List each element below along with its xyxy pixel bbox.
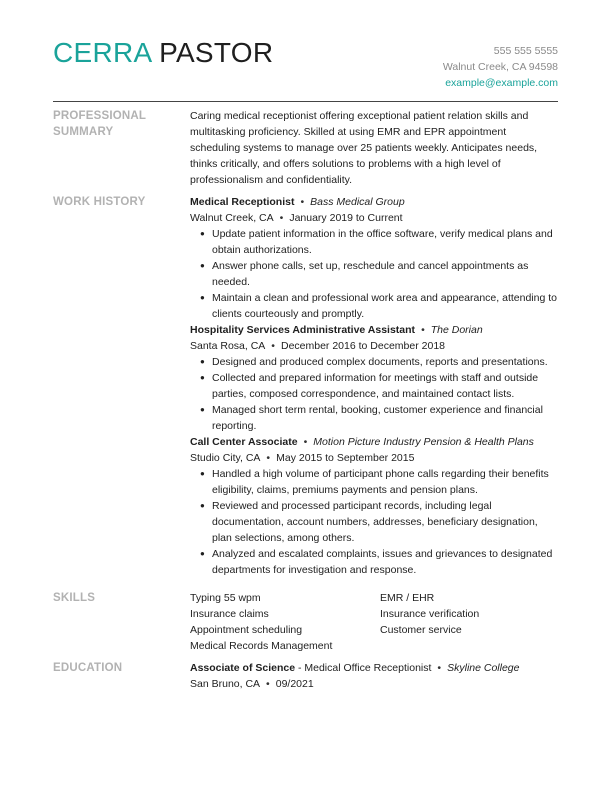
section-title-summary: PROFESSIONAL SUMMARY [53, 110, 146, 138]
bullet-item: ● Maintain a clean and professional work area and appearance, attending to clients courteously and promptly. [212, 290, 558, 322]
phone: 555 555 5555 [493, 45, 558, 57]
education-meta [190, 676, 558, 692]
header-divider [53, 101, 558, 102]
job-location: Santa Rosa, CA [190, 340, 266, 352]
job-meta [190, 210, 558, 226]
job-bullets [190, 354, 558, 434]
bullet-item: ● Analyzed and escalated complaints, issues and grievances to designated departments for investigation and response. [212, 546, 558, 578]
skill-item: Medical Records Management [190, 640, 333, 652]
section-title-skills: SKILLS [53, 592, 96, 604]
job-entry [190, 322, 558, 434]
degree: Associate of Science [190, 662, 296, 674]
bullet-item: ● Handled a high volume of participant phone calls regarding their benefits eligibility, claims, premiums payments and pension plans. [212, 466, 558, 498]
job-entry [190, 434, 558, 578]
job-header [190, 322, 558, 338]
job-title: Medical Receptionist [190, 196, 295, 208]
bullet-item: ● Designed and produced complex documents, reports and presentations. [212, 354, 558, 370]
job-bullets [190, 226, 558, 322]
separator-dot: • [421, 324, 425, 336]
bullet-item: ● Reviewed and processed participant records, including legal documentation, account numbers, addresses, beneficiary designation, plan selections, among others. [212, 498, 558, 546]
skills-list [190, 590, 558, 654]
skill-item: Customer service [380, 624, 462, 636]
company-name: The Dorian [430, 324, 483, 336]
education-body [190, 660, 558, 692]
email-link[interactable]: example@example.com [445, 77, 558, 89]
separator-dot: • [266, 452, 271, 464]
bullet-item: ● Answer phone calls, set up, reschedule and cancel appointments as needed. [212, 258, 558, 290]
separator-dot: • [303, 436, 308, 448]
job-dates: May 2015 to September 2015 [276, 452, 415, 464]
job-entry [190, 194, 558, 322]
skill-item: Appointment scheduling [190, 624, 303, 636]
company-name: Bass Medical Group [310, 196, 405, 208]
skill-item: Insurance claims [190, 608, 269, 620]
skill-item: Typing 55 wpm [190, 592, 261, 604]
last-name: PASTOR [159, 37, 274, 68]
location: Walnut Creek, CA 94598 [442, 61, 558, 73]
separator-dot: • [266, 678, 270, 690]
school-name: Skyline College [447, 662, 520, 674]
field-of-study: - Medical Office Receptionist [297, 662, 432, 674]
job-title: Call Center Associate [190, 436, 298, 448]
separator-dot: • [271, 340, 275, 352]
skill-item: Insurance verification [380, 608, 480, 620]
work-history-body [190, 194, 558, 578]
job-dates: December 2016 to December 2018 [280, 340, 445, 352]
job-dates: January 2019 to Current [289, 212, 403, 224]
separator-dot: • [279, 212, 284, 224]
candidate-name [53, 36, 273, 70]
education-header [190, 660, 558, 676]
job-meta [190, 338, 558, 354]
section-title-education: EDUCATION [53, 662, 123, 674]
job-location: Studio City, CA [190, 452, 261, 464]
separator-dot: • [437, 662, 442, 674]
education-date: 09/2021 [275, 678, 314, 690]
job-location: Walnut Creek, CA [190, 212, 274, 224]
section-title-work-history: WORK HISTORY [53, 196, 146, 208]
bullet-item: ● Managed short term rental, booking, customer experience and financial reporting. [212, 402, 558, 434]
job-title: Hospitality Services Administrative Assistant [190, 324, 416, 336]
job-header [190, 434, 558, 450]
company-name: Motion Picture Industry Pension & Health Plans [313, 436, 534, 448]
contact-info [443, 43, 558, 91]
bullet-item: ● Collected and prepared information for meetings with staff and outside parties, composed correspondence, and maintained contact lists. [212, 370, 558, 402]
summary-text: Caring medical receptionist offering exceptional patient relation skills and multitasking proficiency. Skilled at using EMR and EPR appointment scheduling systems to manage over 25 patients weekly. Anticipates needs, thinks critically, and offers solutions to problems with a high level of professionalism and confidentiality. [190, 110, 538, 186]
first-name: CERRA [53, 37, 151, 68]
job-meta [190, 450, 558, 466]
bullet-item: ● Update patient information in the office software, verify medical plans and obtain authorizations. [212, 226, 558, 258]
skill-item: EMR / EHR [380, 592, 435, 604]
job-header [190, 194, 558, 210]
job-bullets [190, 466, 558, 578]
education-location: San Bruno, CA [190, 678, 261, 690]
separator-dot: • [300, 196, 305, 208]
